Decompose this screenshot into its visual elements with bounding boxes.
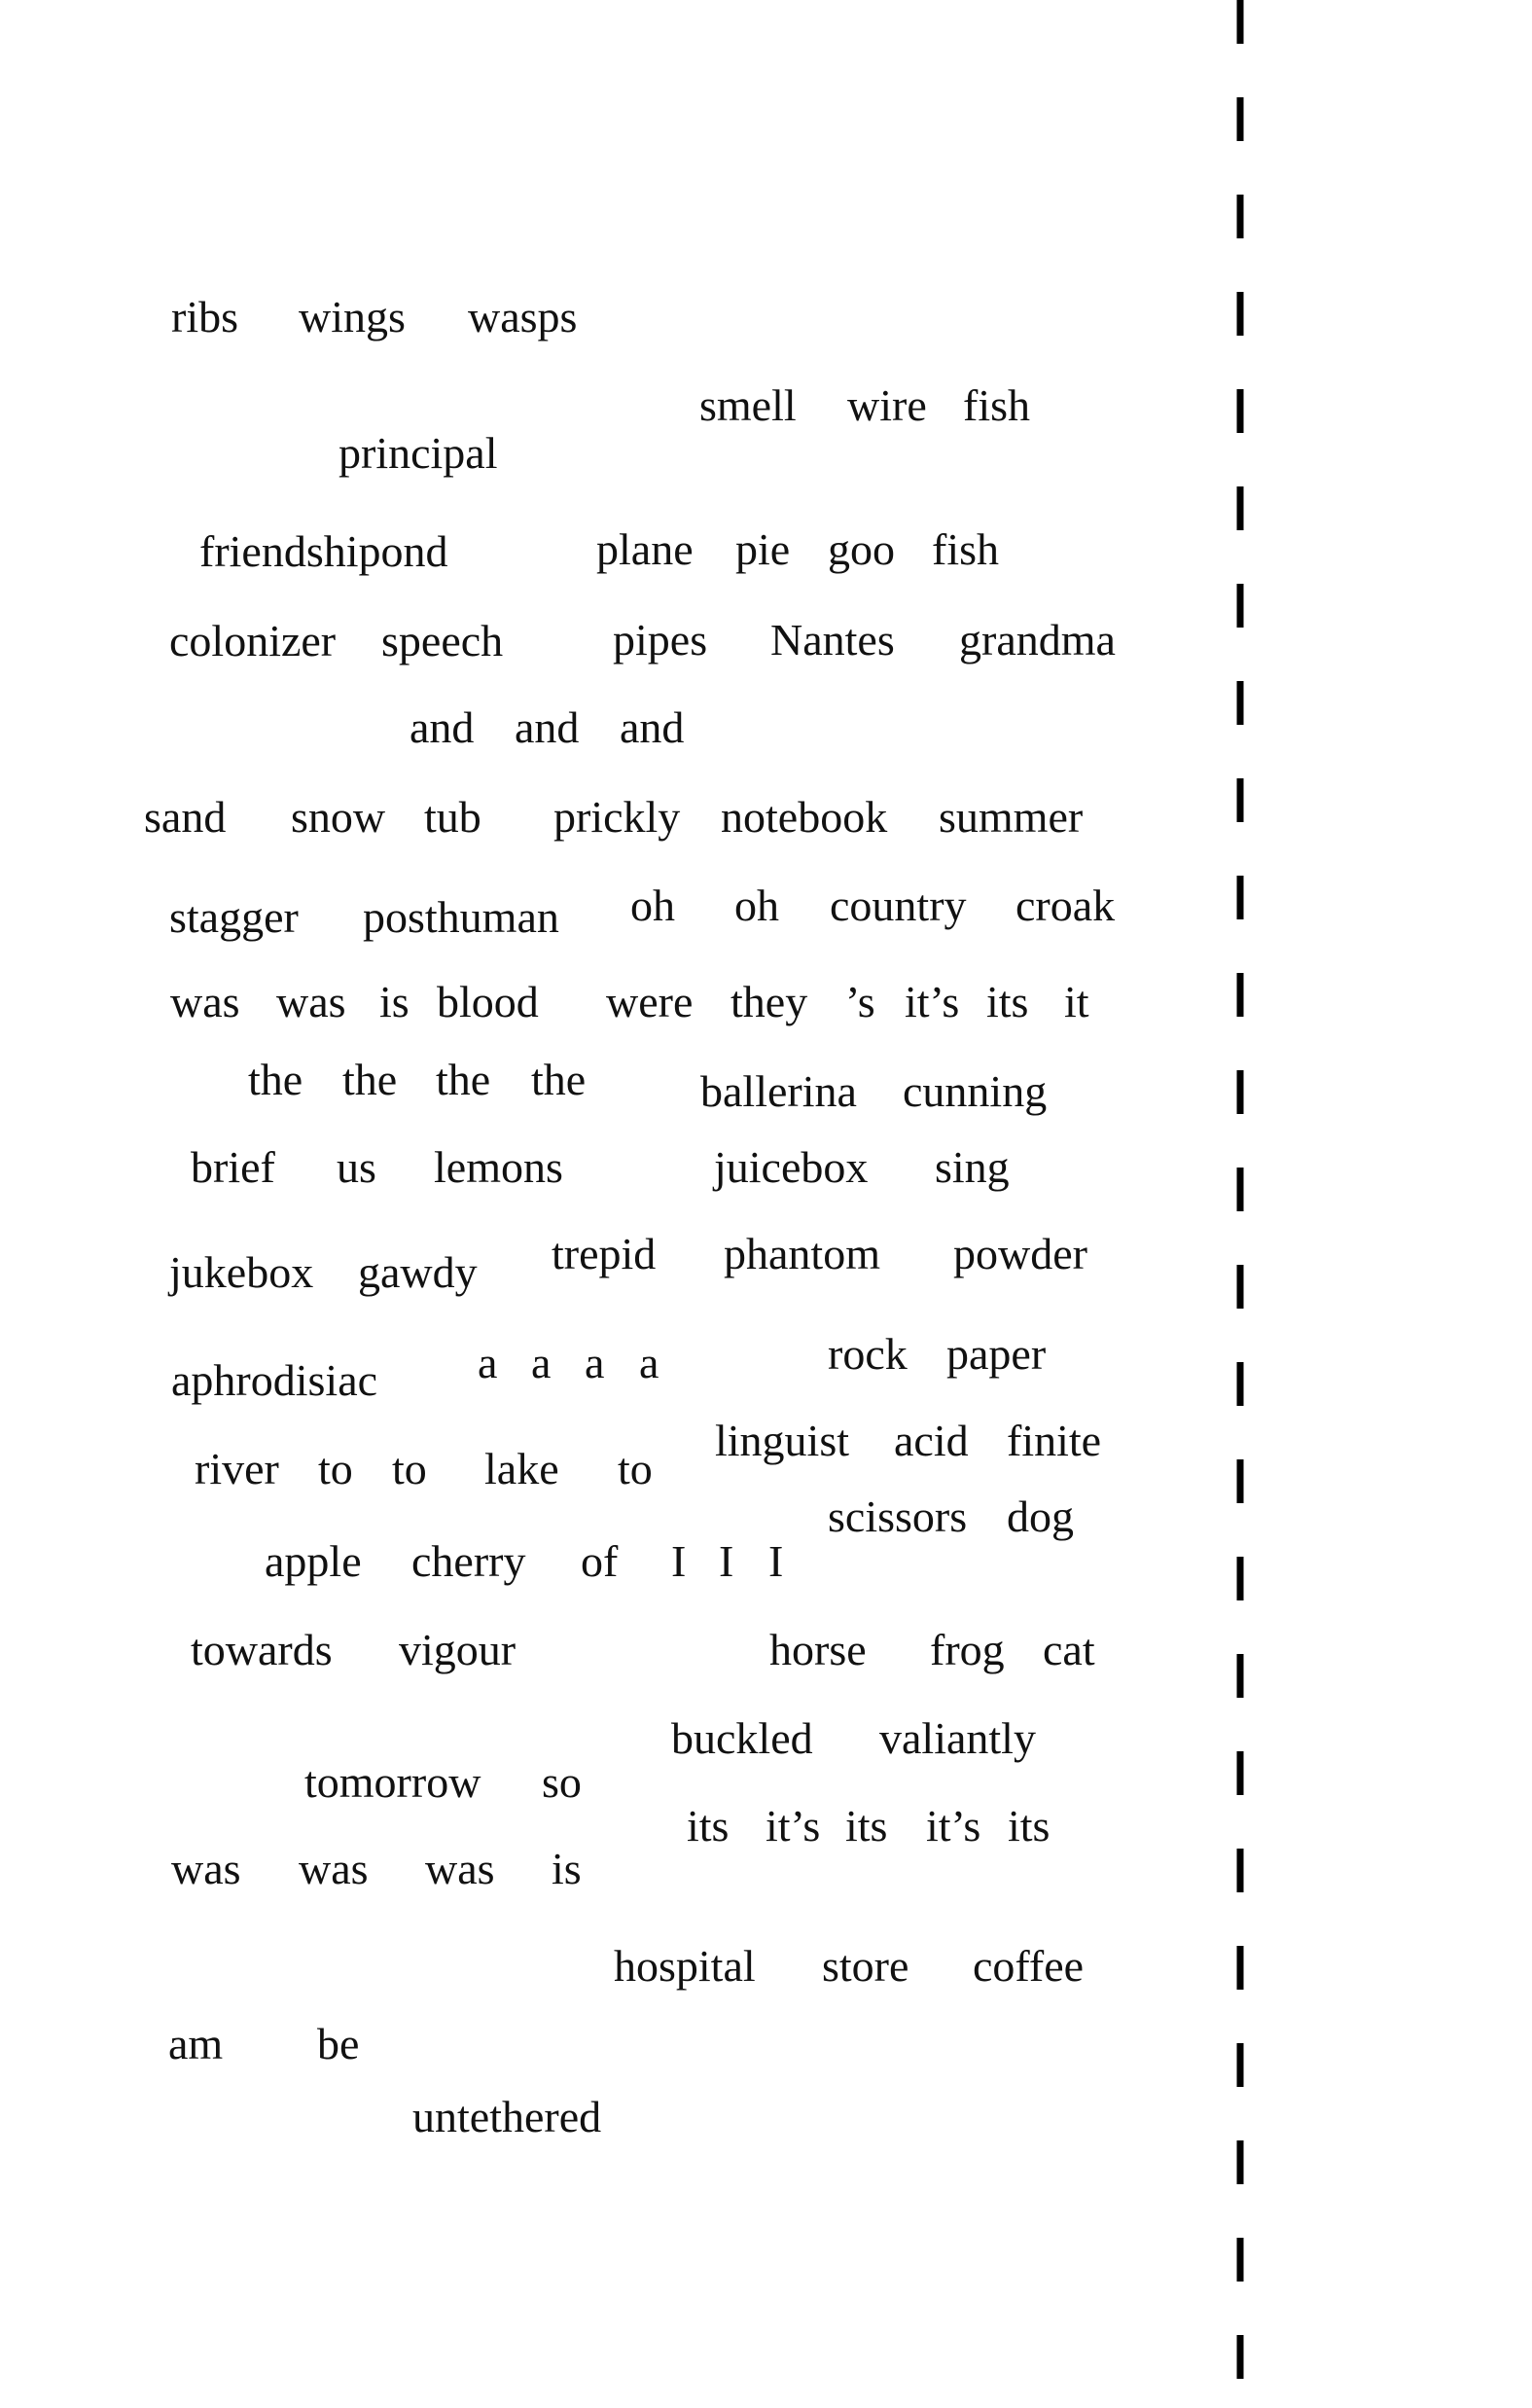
poem-word: wasps — [468, 292, 578, 341]
poem-word: river — [195, 1444, 279, 1493]
poem-word: grandma — [959, 615, 1116, 665]
poem-word: the — [436, 1055, 491, 1104]
poem-word: fish — [963, 380, 1030, 430]
poem-word: a — [585, 1338, 605, 1387]
poem-word: a — [639, 1338, 659, 1387]
poem-word: cat — [1043, 1625, 1095, 1674]
poem-word: tub — [424, 792, 481, 842]
poem-word: snow — [291, 792, 386, 842]
poem-word: smell — [699, 380, 797, 430]
poem-word: is — [552, 1844, 582, 1893]
poem-word: oh — [630, 881, 675, 930]
poem-word: aphrodisiac — [171, 1355, 378, 1405]
poem-word: speech — [381, 616, 504, 665]
poem-word: pie — [735, 524, 791, 574]
poem-word: it’s — [766, 1801, 821, 1851]
poem-word: was — [299, 1844, 369, 1893]
poem-word: a — [531, 1338, 552, 1387]
poem-word: phantom — [724, 1229, 880, 1278]
poem-word: oh — [734, 881, 779, 930]
poem-word: stagger — [169, 892, 299, 942]
poem-word: valiantly — [879, 1713, 1036, 1763]
poem-word: country — [830, 881, 967, 930]
poem-word: plane — [596, 524, 694, 574]
poem-word: towards — [191, 1625, 333, 1674]
poem-word: fish — [932, 524, 999, 574]
poem-word: was — [171, 1844, 241, 1893]
poem-word: notebook — [721, 792, 888, 842]
poem-word: posthuman — [363, 892, 559, 942]
poem-word: apple — [265, 1536, 362, 1586]
poem-word: buckled — [671, 1713, 813, 1763]
poem-word: Nantes — [770, 615, 895, 665]
poem-word: to — [318, 1444, 353, 1493]
poem-word: the — [248, 1055, 303, 1104]
poem-word: store — [822, 1941, 909, 1991]
poem-word: untethered — [412, 2092, 602, 2141]
poem-word: ’s — [845, 977, 875, 1026]
poem-word: vigour — [399, 1625, 517, 1674]
poem-word: cherry — [411, 1536, 526, 1586]
poem-word: and — [620, 702, 685, 752]
poem-word: principal — [338, 428, 498, 478]
poem-word: wire — [847, 380, 927, 430]
poem-word: was — [276, 977, 346, 1026]
poem-word: cunning — [903, 1066, 1048, 1116]
poem-word: lake — [484, 1444, 559, 1493]
poem-word: a — [478, 1338, 498, 1387]
poem-word: I — [719, 1536, 734, 1586]
poem-word: sing — [935, 1142, 1010, 1192]
poem-word: scissors — [828, 1492, 968, 1541]
poem-word: is — [379, 977, 410, 1026]
poem-word: I — [671, 1536, 687, 1586]
poem-word: ballerina — [700, 1066, 857, 1116]
poem-word: the — [531, 1055, 587, 1104]
poem-word: goo — [828, 524, 895, 574]
poem-word: its — [845, 1801, 888, 1851]
poem-word: so — [542, 1757, 582, 1807]
poem-word: prickly — [553, 792, 681, 842]
poem-word: to — [618, 1444, 653, 1493]
poem-word: summer — [939, 792, 1084, 842]
poem-word: linguist — [715, 1416, 850, 1465]
poem-word: gawdy — [358, 1247, 478, 1297]
poem-word: I — [768, 1536, 784, 1586]
poem-word: of — [581, 1536, 619, 1586]
poem-word: hospital — [614, 1941, 756, 1991]
poem-word: lemons — [434, 1142, 563, 1192]
poem-word: its — [687, 1801, 730, 1851]
poem-word: dog — [1007, 1492, 1074, 1541]
poem-word: was — [170, 977, 240, 1026]
poem-word: trepid — [552, 1229, 657, 1278]
poem-word: tomorrow — [304, 1757, 481, 1807]
poem-word: to — [392, 1444, 427, 1493]
poem-word: colonizer — [169, 616, 337, 665]
poem-word: frog — [930, 1625, 1005, 1674]
poem-word: jukebox — [169, 1247, 314, 1297]
poem-word: it’s — [905, 977, 960, 1026]
poem-word: ribs — [171, 292, 238, 341]
poem-word: its — [986, 977, 1029, 1026]
poem-word: friendshipond — [199, 526, 448, 576]
poem-word: sand — [144, 792, 227, 842]
poem-word: finite — [1007, 1416, 1102, 1465]
poem-word: acid — [894, 1416, 969, 1465]
poem-word: us — [337, 1142, 376, 1192]
poem-word: coffee — [973, 1941, 1085, 1991]
poem-word: they — [730, 977, 808, 1026]
poem-word: its — [1008, 1801, 1051, 1851]
poem-word: croak — [1015, 881, 1116, 930]
poem-word: and — [410, 702, 475, 752]
poem-word: juicebox — [714, 1142, 869, 1192]
poem-word: horse — [769, 1625, 867, 1674]
poem-word: pipes — [613, 615, 708, 665]
poem-word: paper — [946, 1329, 1047, 1379]
poem-word: were — [606, 977, 694, 1026]
poem-word: the — [342, 1055, 398, 1104]
poem-word: rock — [828, 1329, 908, 1379]
poem-word: blood — [437, 977, 539, 1026]
poem-word: am — [168, 2019, 224, 2068]
poem-word: powder — [953, 1229, 1087, 1278]
poem-word: wings — [299, 292, 406, 341]
poem-word: be — [317, 2019, 360, 2068]
poem-word: and — [515, 702, 580, 752]
poem-word: it — [1064, 977, 1089, 1026]
poem-word: it’s — [926, 1801, 981, 1851]
poem-word: brief — [191, 1142, 275, 1192]
poem-word: was — [425, 1844, 495, 1893]
